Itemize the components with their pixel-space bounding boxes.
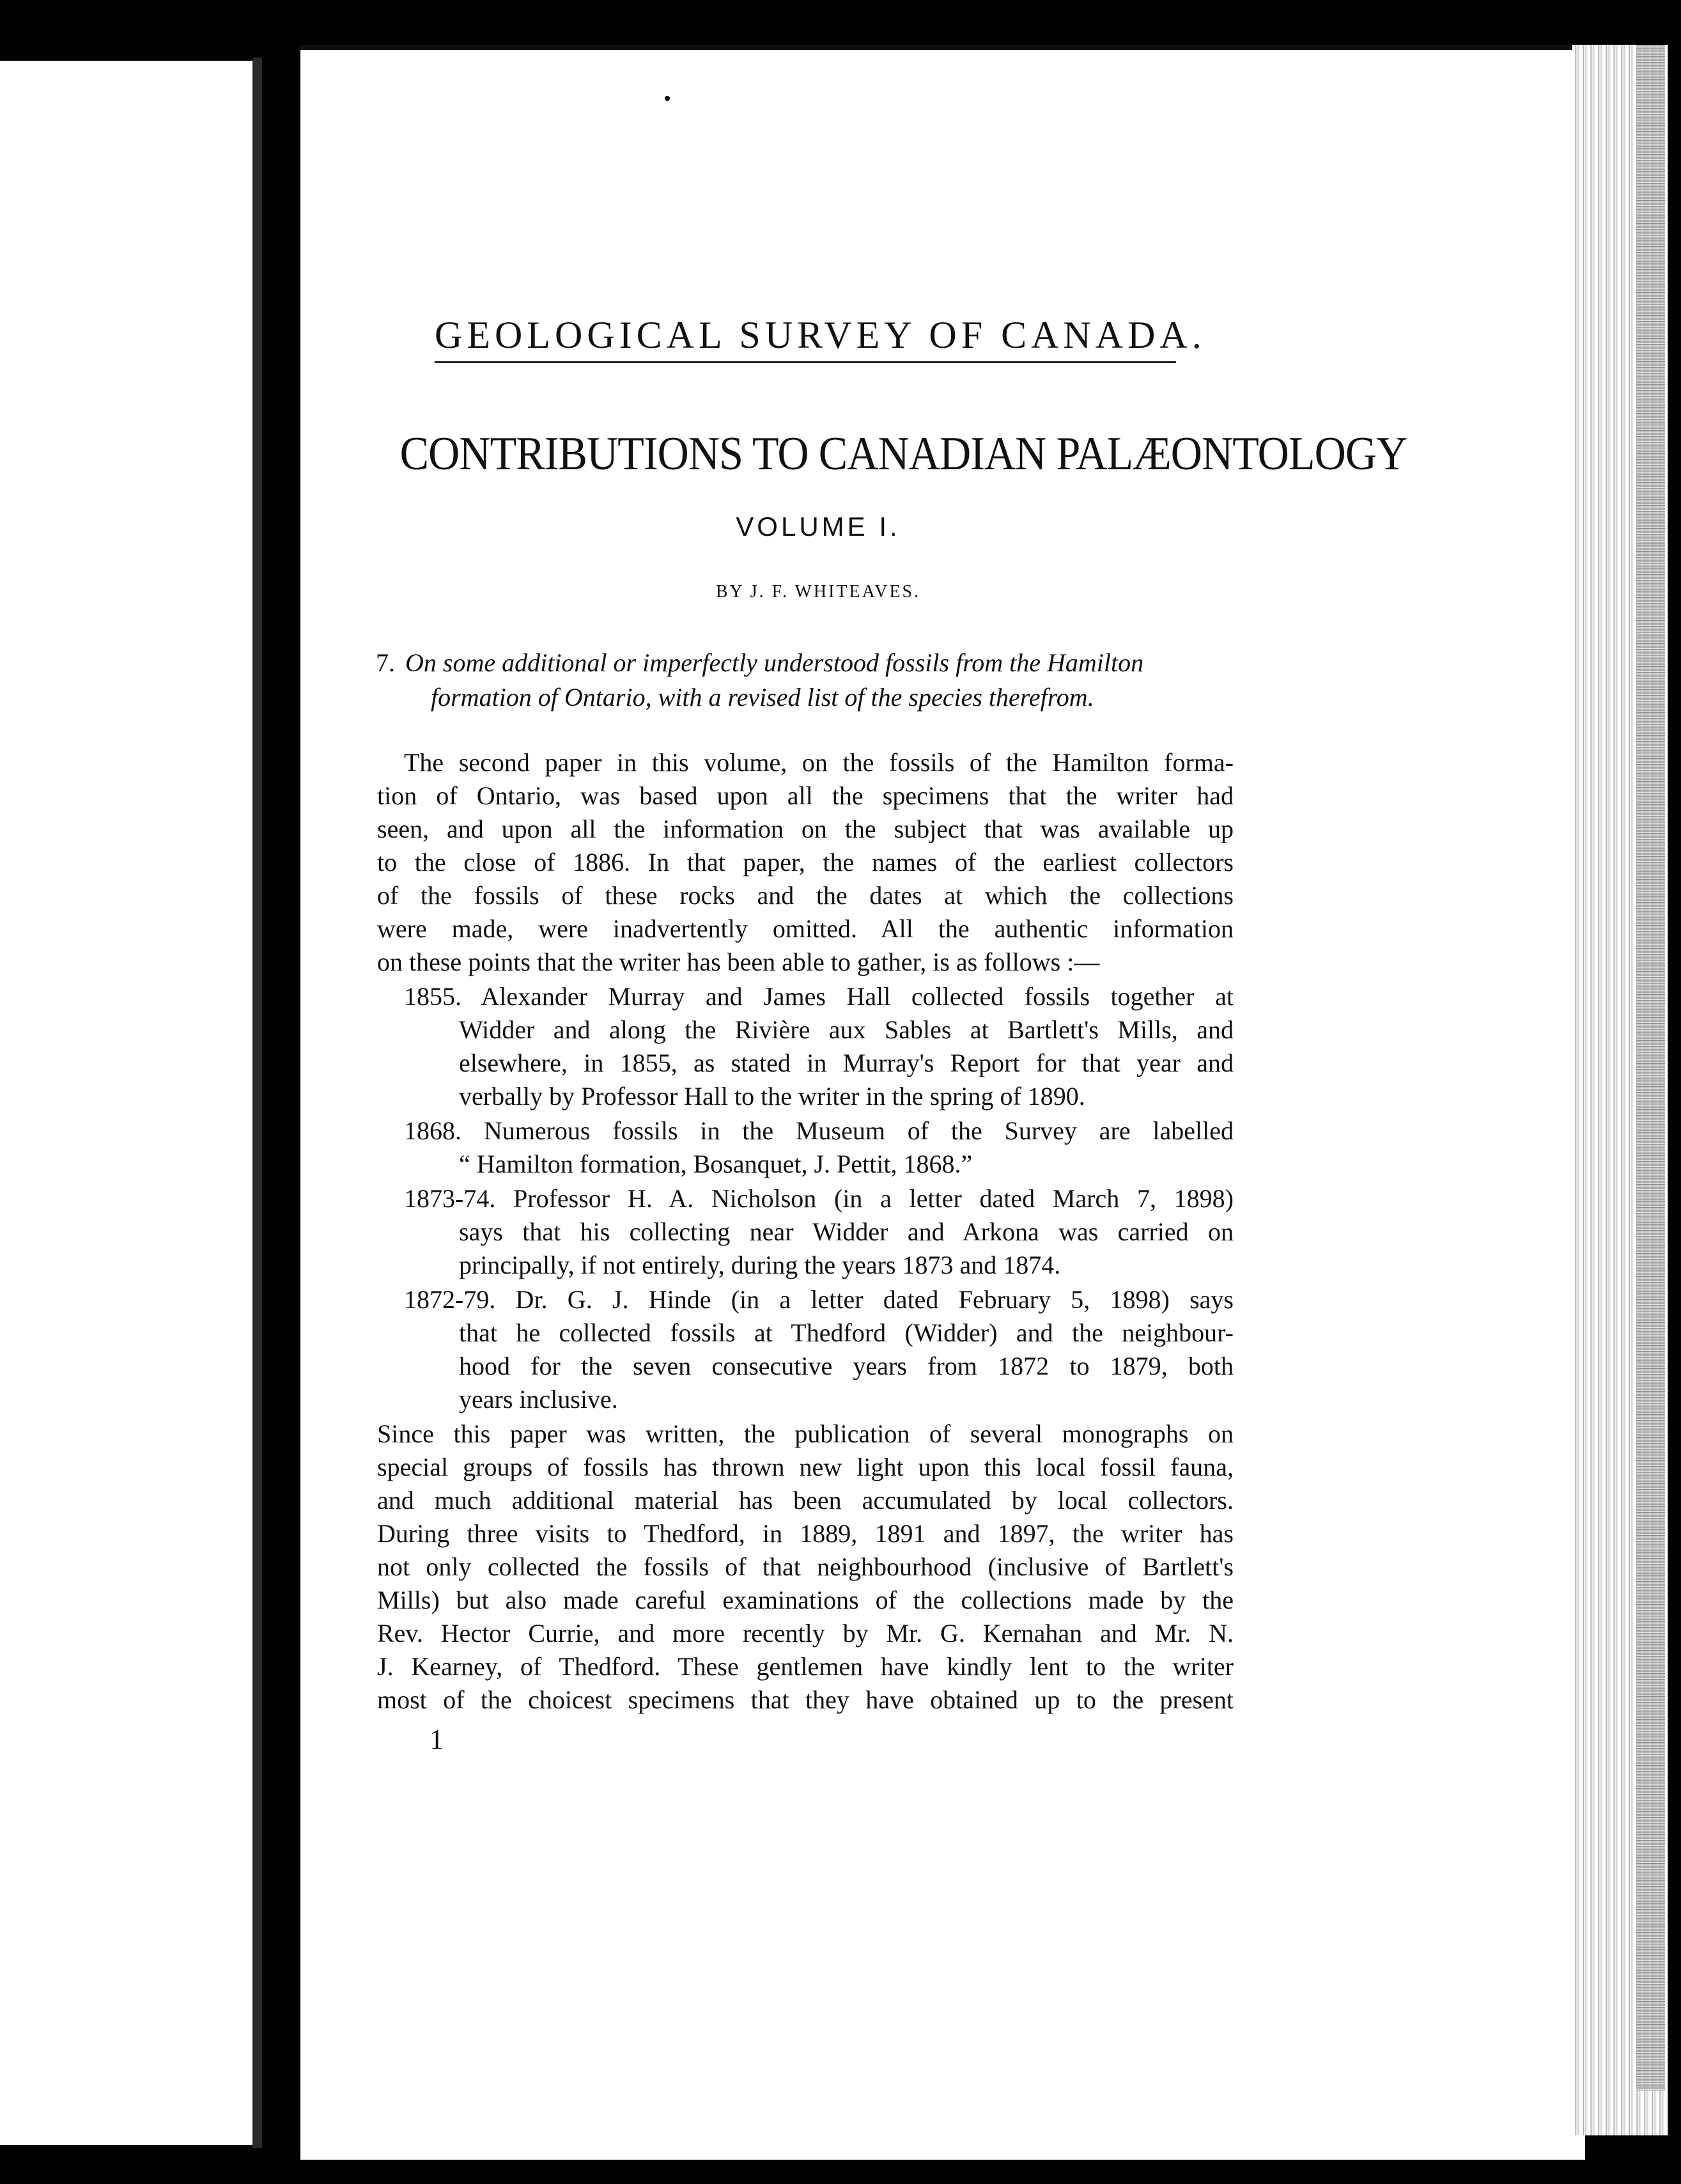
closing-line: special groups of fossils has thrown new light upon this local fossil fauna,	[377, 1453, 1234, 1481]
collector-entry-line: verbally by Professor Hall to the writer in the spring of 1890.	[459, 1082, 1085, 1111]
volume-label: VOLUME I.	[736, 511, 901, 542]
intro-line: of the fossils of these rocks and the dates at which the collections	[377, 881, 1234, 910]
collector-entry-1855: 1855. Alexander Murray and James Hall collected fossils together at	[404, 982, 1234, 1011]
closing-line: Since this paper was written, the publication of several monographs on	[377, 1419, 1234, 1448]
contributions-title: CONTRIBUTIONS TO CANADIAN PALÆONTOLOGY	[399, 428, 1407, 480]
closing-line: Rev. Hector Currie, and more recently by Mr. G. Kernahan and Mr. N.	[377, 1619, 1234, 1648]
closing-line: and much additional material has been accumulated by local collectors.	[377, 1486, 1234, 1515]
closing-line: not only collected the fossils of that neighbourhood (inclusive of Bartlett's	[377, 1552, 1234, 1581]
closing-line: Mills) but also made careful examinations of the collections made by the	[377, 1586, 1234, 1614]
collector-entry-line: that he collected fossils at Thedford (Widder) and the neighbour-	[459, 1318, 1234, 1347]
page-stack-shade	[1636, 45, 1665, 2091]
intro-line: seen, and upon all the information on the subject that was available up	[377, 815, 1234, 843]
collector-entry-line: says that his collecting near Widder and Arkona was carried on	[459, 1217, 1234, 1246]
scan-speck	[665, 96, 670, 101]
collector-entry-line: elsewhere, in 1855, as stated in Murray's Report for that year and	[459, 1049, 1234, 1077]
collector-entry-line: hood for the seven consecutive years from 1872 to 1879, both	[459, 1352, 1234, 1380]
collector-entry-line: principally, if not entirely, during the years 1873 and 1874.	[459, 1251, 1061, 1279]
collector-entry-line: Widder and along the Rivière aux Sables at Bartlett's Mills, and	[459, 1015, 1234, 1044]
left-page	[0, 61, 259, 2145]
signature-mark: 1	[430, 1724, 444, 1755]
collector-entry-1873-74: 1873-74. Professor H. A. Nicholson (in a letter dated March 7, 1898)	[404, 1184, 1234, 1213]
collector-entry-line: “ Hamilton formation, Bosanquet, J. Pettit, 1868.”	[459, 1150, 973, 1178]
collector-entry-1868: 1868. Numerous fossils in the Museum of the Survey are labelled	[404, 1116, 1234, 1145]
paper-title-text: On some additional or imperfectly understood fossils from the Hamilton	[405, 648, 1144, 677]
intro-line: tion of Ontario, was based upon all the specimens that the writer had	[377, 781, 1234, 810]
intro-line: to the close of 1886. In that paper, the names of the earliest collectors	[377, 848, 1234, 877]
intro-line: on these points that the writer has been able to gather, is as follows :—	[377, 948, 1100, 976]
survey-title: GEOLOGICAL SURVEY OF CANADA.	[435, 313, 1176, 363]
closing-line: J. Kearney, of Thedford. These gentlemen have kindly lent to the writer	[377, 1652, 1234, 1681]
scan-speck	[518, 24, 523, 29]
paper-heading-line-2: formation of Ontario, with a revised list of the species therefrom.	[431, 683, 1094, 712]
closing-line: During three visits to Thedford, in 1889, 1891 and 1897, the writer has	[377, 1519, 1234, 1548]
paper-number: 7.	[376, 648, 395, 677]
paper-heading	[376, 646, 1232, 715]
intro-line: The second paper in this volume, on the fossils of the Hamilton forma-	[404, 748, 1234, 777]
closing-line: most of the choicest specimens that they have obtained up to the present	[377, 1685, 1234, 1714]
collector-entry-line: years inclusive.	[459, 1385, 618, 1414]
scan-speck	[1131, 17, 1136, 22]
intro-line: were made, were inadvertently omitted. All the authentic information	[377, 914, 1234, 943]
paper-heading-line-1	[376, 646, 1232, 680]
collector-entry-1872-79: 1872-79. Dr. G. J. Hinde (in a letter dated February 5, 1898) says	[404, 1285, 1234, 1314]
author-byline: BY J. F. WHITEAVES.	[715, 582, 921, 602]
